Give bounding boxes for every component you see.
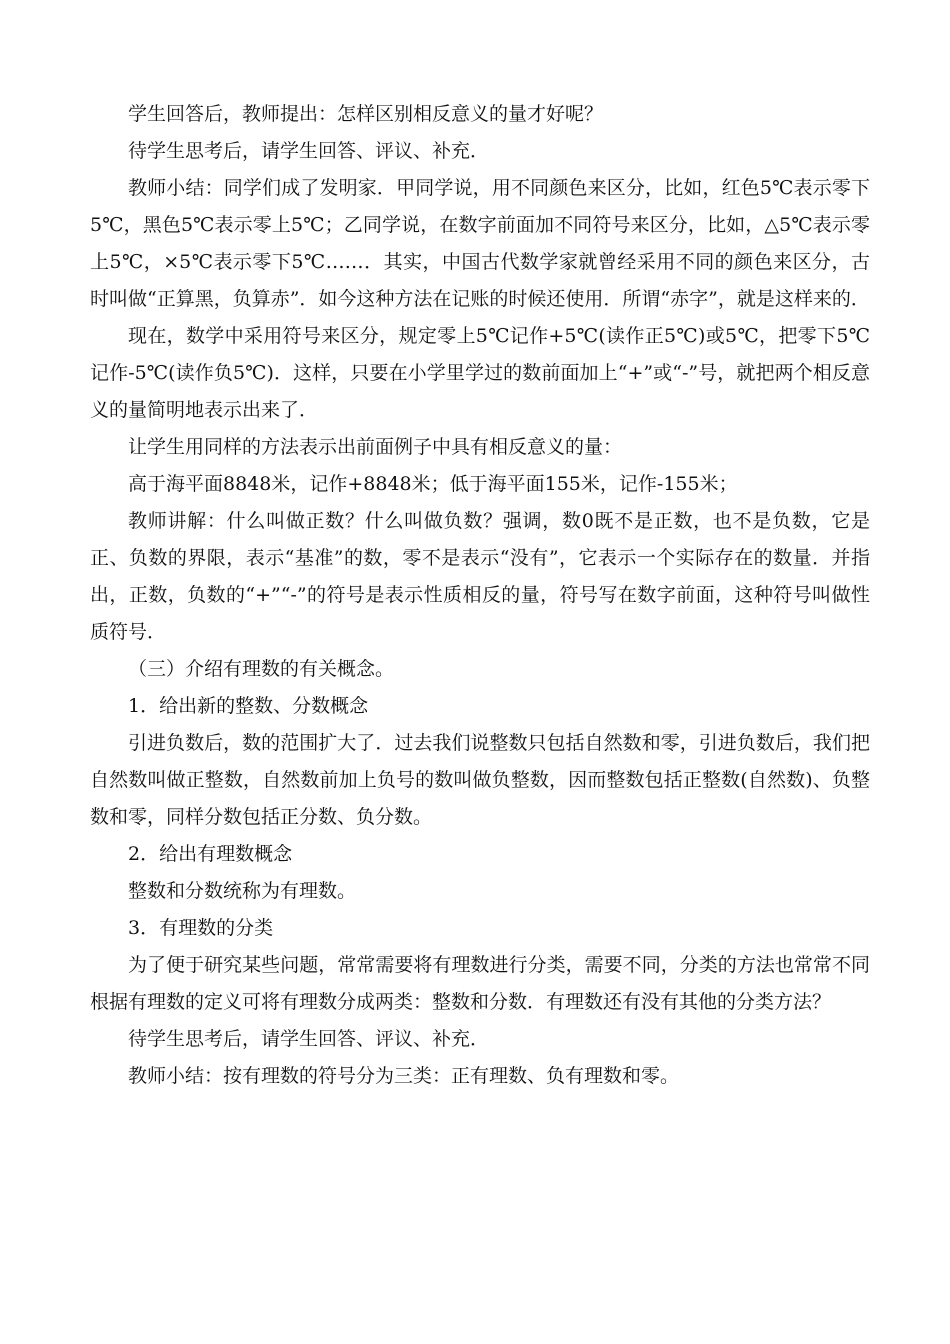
paragraph-rational-definition: 整数和分数统称为有理数。 (128, 880, 357, 902)
paragraph-teacher-question: 学生回答后，教师提出：怎样区别相反意义的量才好呢？ (128, 103, 604, 125)
paragraph-student-exercise: 让学生用同样的方法表示出前面例子中具有相反意义的量： (128, 436, 623, 458)
paragraph-integer-fraction: 引进负数后，数的范围扩大了．过去我们说整数只包括自然数和零，引进负数后，我们把自然数叫做正整数，自然数前加上负号的数叫做负整数，因而整数包括正整数(自然数)、负整数和零，同样分数包括正分数、负分数。 (90, 732, 870, 828)
section-heading-rational-concepts: （三）介绍有理数的有关概念。 (128, 658, 395, 680)
document-page (90, 96, 870, 1095)
paragraph-student-discussion: 待学生思考后，请学生回答、评议、补充． (128, 140, 490, 162)
subheading-rational-classification: 3．有理数的分类 (128, 917, 274, 939)
paragraph-positive-negative-definition: 教师讲解：什么叫做正数？什么叫做负数？强调，数0既不是正数，也不是负数，它是正、负数的界限，表示“基准”的数，零不是表示“没有”，它表示一个实际存在的数量．并指出，正数，负数的“+”“-”的符号是表示性质相反的量，符号写在数字前面，这种符号叫做性质符号． (90, 510, 870, 643)
paragraph-sea-level-example: 高于海平面8848米，记作+8848米；低于海平面155米，记作-155米； (128, 473, 738, 495)
subheading-rational-concept: 2．给出有理数概念 (128, 843, 293, 865)
paragraph-student-discussion-2: 待学生思考后，请学生回答、评议、补充． (128, 1028, 490, 1050)
paragraph-teacher-summary-classes: 教师小结：按有理数的符号分为三类：正有理数、负有理数和零。 (128, 1065, 680, 1087)
paragraph-sign-notation: 现在，数学中采用符号来区分，规定零上5℃记作+5℃(读作正5℃)或5℃，把零下5℃记作-5℃(读作负5℃)．这样，只要在小学里学过的数前面加上“+”或“-”号，就把两个相反意义的量简明地表示出来了． (90, 325, 870, 421)
paragraph-teacher-summary-colors: 教师小结：同学们成了发明家．甲同学说，用不同颜色来区分，比如，红色5℃表示零下5℃，黑色5℃表示零上5℃；乙同学说，在数字前面加不同符号来区分，比如，△5℃表示零上5℃，×5℃表示零下5℃……．其实，中国古代数学家就曾经采用不同的颜色来区分，古时叫做“正算黑，负算赤”．如今这种方法在记账的时候还使用．所谓“赤字”，就是这样来的． (90, 177, 870, 310)
subheading-integer-fraction: 1．给出新的整数、分数概念 (128, 695, 369, 717)
paragraph-classification-question: 为了便于研究某些问题，常常需要将有理数进行分类，需要不同，分类的方法也常常不同根据有理数的定义可将有理数分成两类：整数和分数．有理数还有没有其他的分类方法？ (90, 954, 870, 1013)
